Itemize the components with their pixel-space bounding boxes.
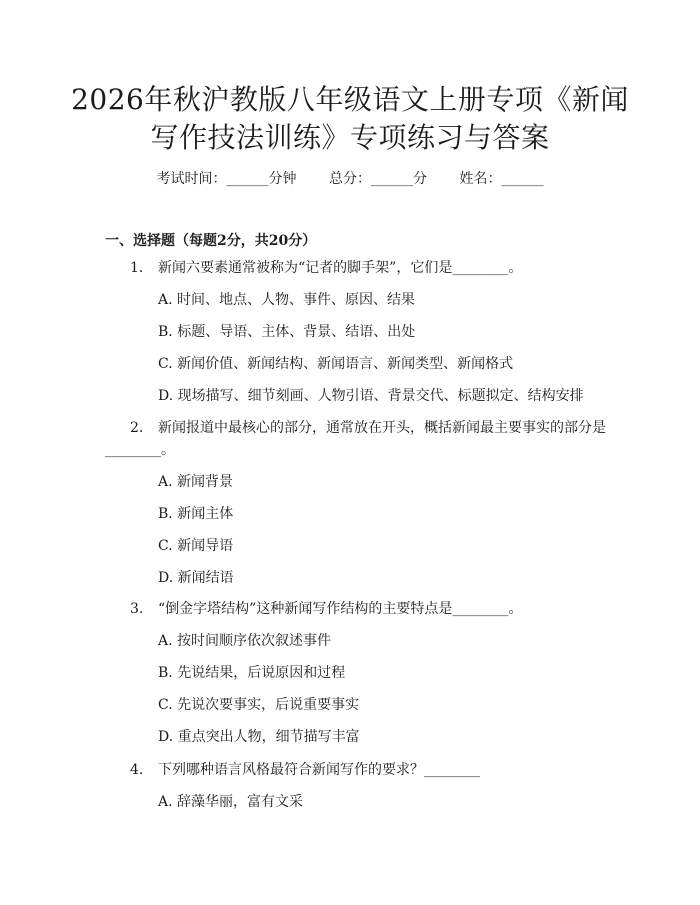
document-title-line1: 2026年秋沪教版八年级语文上册专项《新闻 <box>71 83 629 116</box>
option: C. 新闻导语 <box>158 538 234 554</box>
exam-meta <box>0 168 700 188</box>
section-title: 一、选择题（每题2分，共20分） <box>105 233 317 249</box>
exam-score: 总分：______分 <box>329 171 427 187</box>
question-number: 3. <box>130 601 144 617</box>
question-text: 下列哪种语言风格最符合新闻写作的要求？________ <box>158 762 480 778</box>
option: D. 新闻结语 <box>158 570 234 586</box>
exam-name: 姓名：______ <box>459 171 544 187</box>
option: B. 先说结果，后说原因和过程 <box>158 665 346 681</box>
question-text: 新闻六要素通常被称为“记者的脚手架”，它们是________。 <box>158 260 523 276</box>
option: A. 辞藻华丽，富有文采 <box>158 794 304 810</box>
option: A. 新闻背景 <box>158 474 234 490</box>
option: B. 标题、导语、主体、背景、结语、出处 <box>158 324 416 340</box>
question-number: 1. <box>130 260 144 276</box>
exam-time: 考试时间：______分钟 <box>156 171 297 187</box>
question-text: “倒金字塔结构”这种新闻写作结构的主要特点是________。 <box>158 601 523 617</box>
question-1 <box>130 258 522 278</box>
question-2 <box>130 418 606 438</box>
question-text: 新闻报道中最核心的部分，通常放在开头，概括新闻最主要事实的部分是 <box>158 420 606 436</box>
question-text-continuation: ________。 <box>105 442 175 458</box>
option: B. 新闻主体 <box>158 506 234 522</box>
question-number: 4. <box>130 762 144 778</box>
option: C. 新闻价值、新闻结构、新闻语言、新闻类型、新闻格式 <box>158 356 514 372</box>
document-title-line2: 写作技法训练》专项练习与答案 <box>150 121 550 154</box>
option: D. 现场描写、细节刻画、人物引语、背景交代、标题拟定、结构安排 <box>158 388 584 404</box>
option: A. 按时间顺序依次叙述事件 <box>158 633 332 649</box>
option: D. 重点突出人物，细节描写丰富 <box>158 729 360 745</box>
question-4 <box>130 760 480 780</box>
option: C. 先说次要事实，后说重要事实 <box>158 697 360 713</box>
option: A. 时间、地点、人物、事件、原因、结果 <box>158 292 416 308</box>
question-number: 2. <box>130 420 144 436</box>
question-3 <box>130 599 522 619</box>
